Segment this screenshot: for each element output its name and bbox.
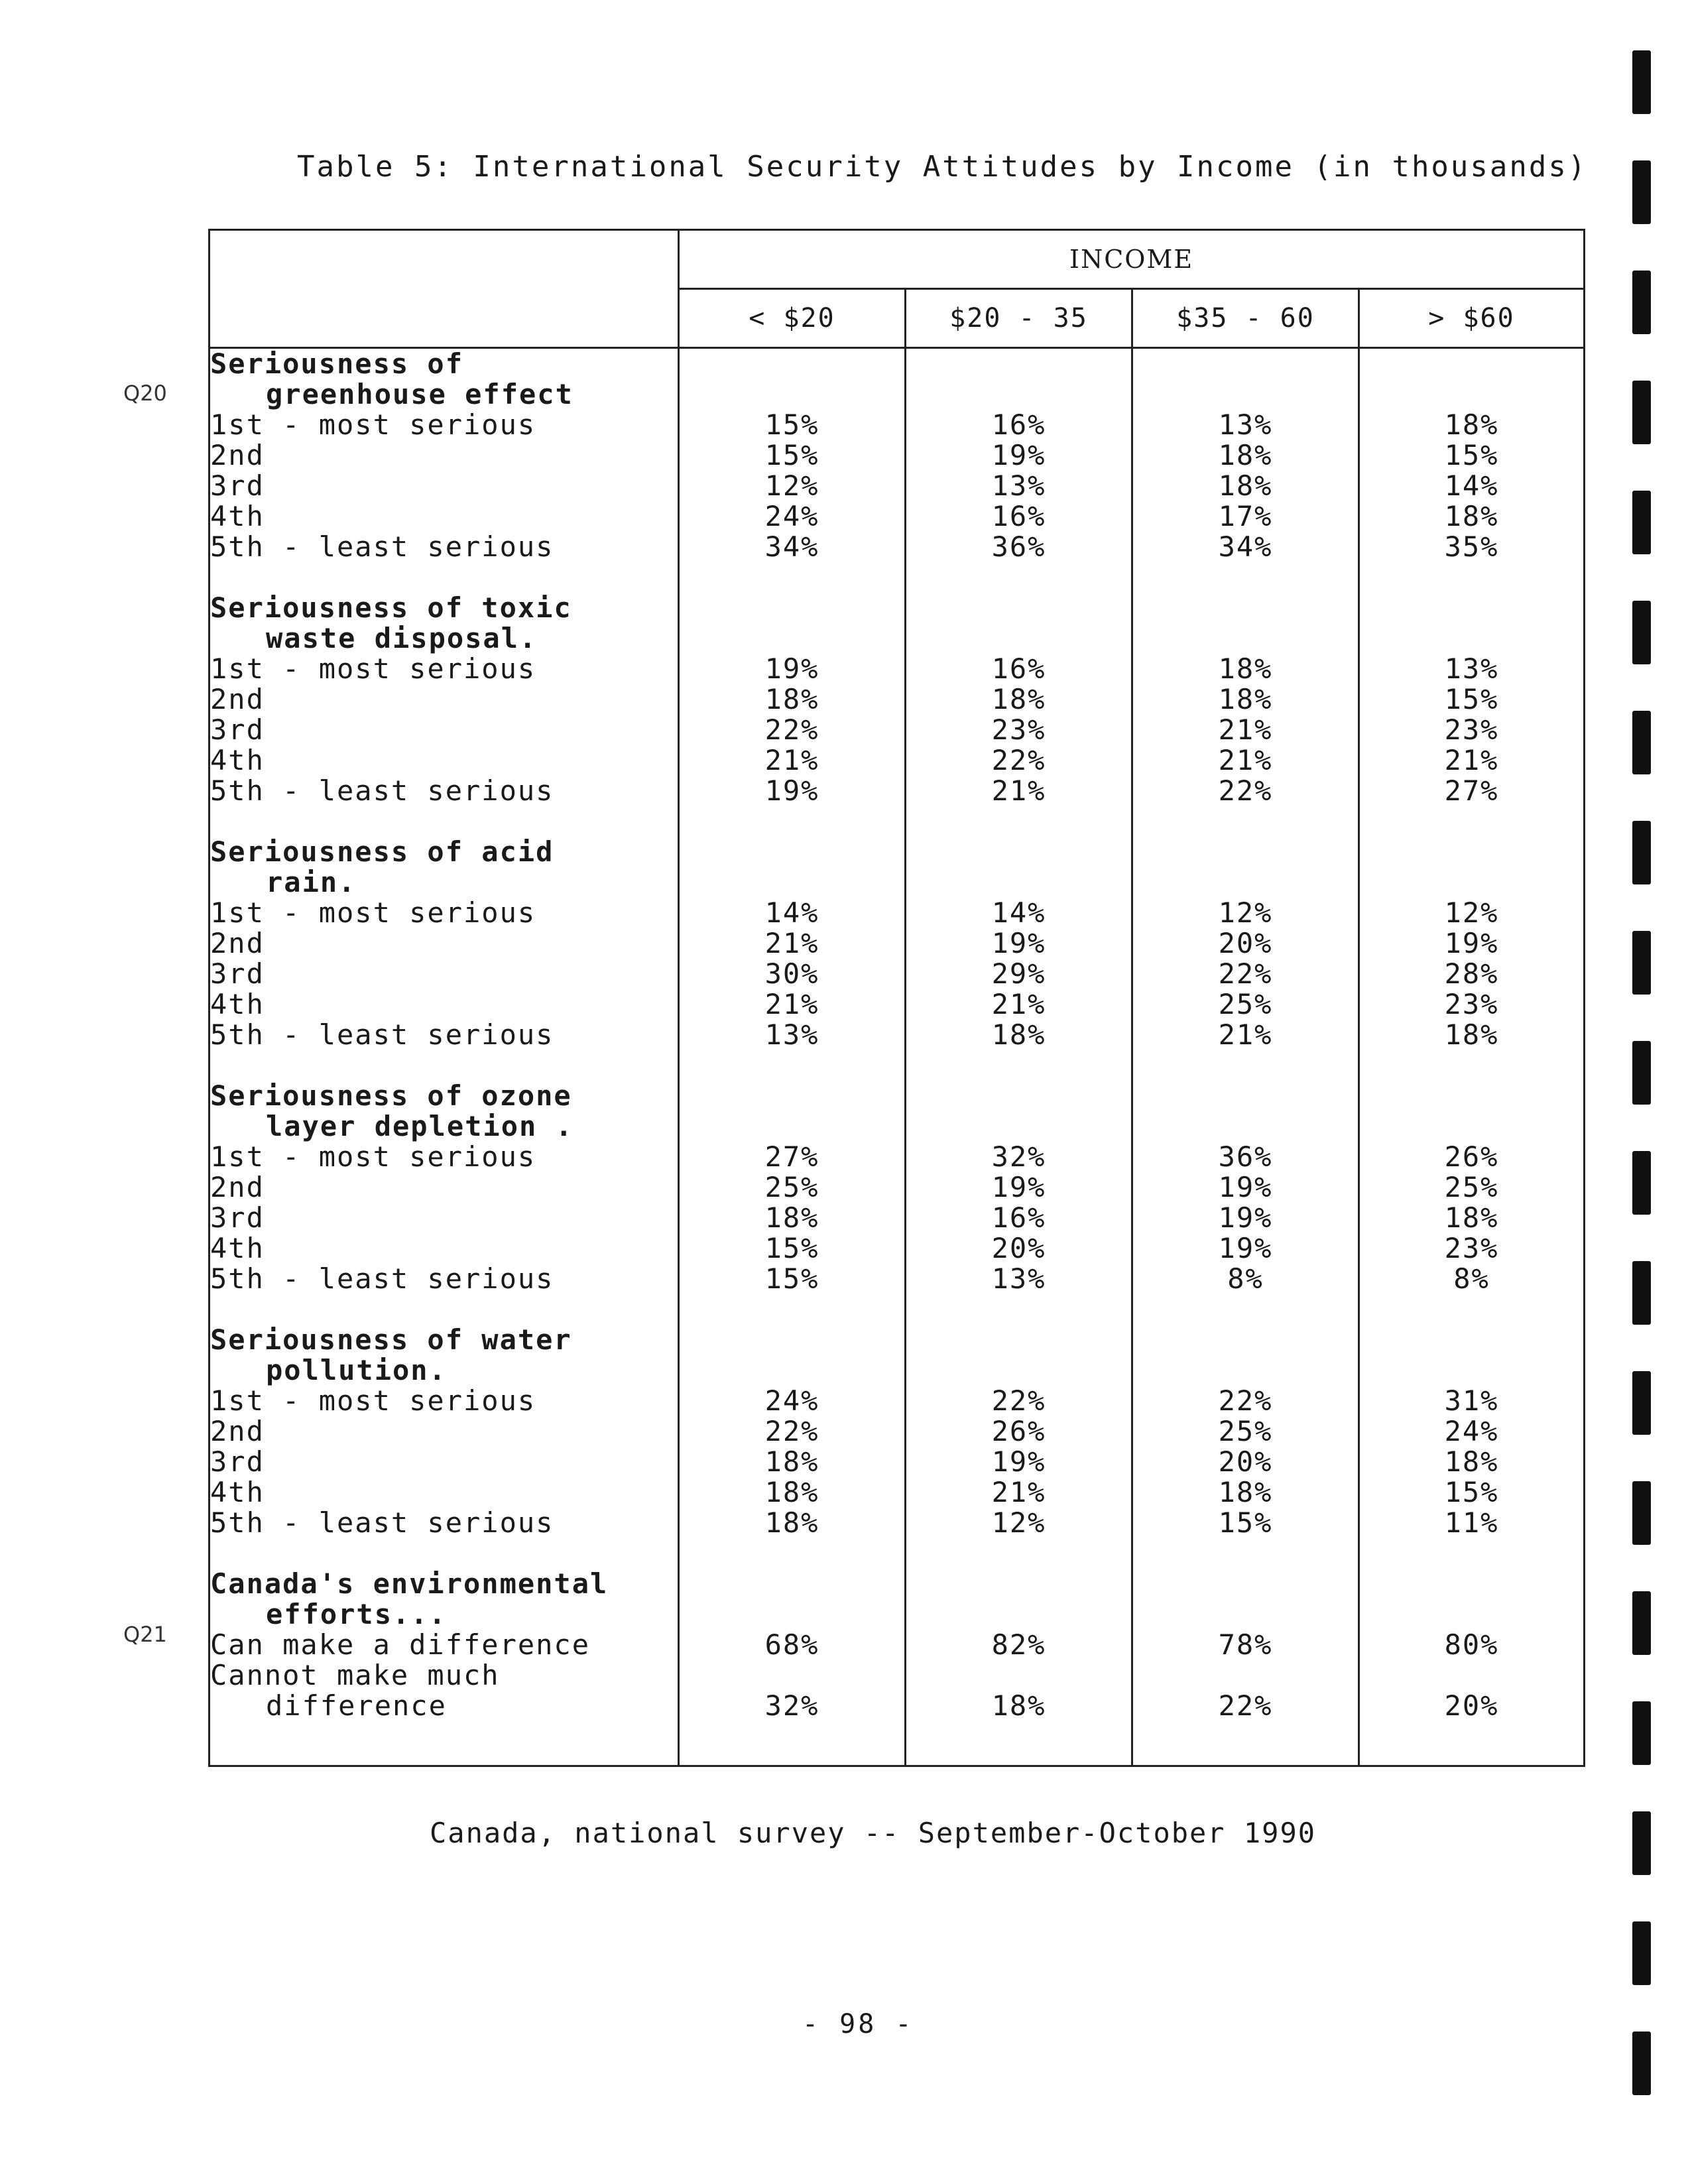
table-cell-value: 8% [1453, 1262, 1490, 1295]
table-cell-value: 18% [1218, 683, 1273, 715]
heading-spacer [1360, 837, 1583, 867]
section-spacer [680, 806, 904, 837]
table-cell-value: 21% [1218, 1018, 1273, 1051]
row-label: difference [266, 1689, 447, 1722]
table-cell-value: 23% [1444, 713, 1499, 746]
row-spacer [680, 1660, 904, 1691]
table-cell-value: 18% [1218, 652, 1273, 685]
heading-spacer [680, 379, 904, 410]
table-cell-value: 27% [1444, 774, 1499, 807]
table-cell-value: 13% [1444, 652, 1499, 685]
column-header: < $20 [679, 289, 906, 348]
section-spacer [1360, 1050, 1583, 1081]
table-cell-value: 30% [764, 957, 819, 990]
binder-hole [1632, 2032, 1651, 2095]
binder-hole [1632, 381, 1651, 444]
row-label: 2nd [210, 683, 265, 715]
table-cell-value: 15% [1444, 1476, 1499, 1508]
table-cell-value: 18% [1444, 1445, 1499, 1478]
binder-hole [1632, 1591, 1651, 1655]
table-cell-value: 14% [1444, 469, 1499, 502]
table-cell-value: 13% [991, 469, 1046, 502]
row-label: 1st - most serious [210, 896, 536, 929]
table-cell-value: 26% [1444, 1140, 1499, 1173]
section-spacer [1133, 806, 1358, 837]
table-cell-value: 19% [1218, 1232, 1273, 1264]
row-label: Can make a difference [210, 1628, 591, 1661]
table-cell-value: 68% [764, 1628, 819, 1661]
heading-spacer [1133, 1081, 1358, 1111]
income-column-20-35 [906, 348, 1132, 1766]
table-cell-value: 12% [991, 1506, 1046, 1539]
table-cell-value: 21% [764, 927, 819, 959]
row-label: 1st - most serious [210, 652, 536, 685]
table-cell-value: 35% [1444, 530, 1499, 563]
section-spacer [1133, 562, 1358, 593]
income-column-over-60 [1359, 348, 1585, 1766]
heading-spacer [1133, 1111, 1358, 1142]
binder-hole [1632, 271, 1651, 334]
table-cell-value: 78% [1218, 1628, 1273, 1661]
heading-spacer [906, 1111, 1131, 1142]
table-cell-value: 22% [1218, 774, 1273, 807]
table-cell-value: 21% [1218, 744, 1273, 776]
table-cell-value: 8% [1227, 1262, 1264, 1295]
table-cell-value: 19% [991, 927, 1046, 959]
heading-spacer [1360, 1081, 1583, 1111]
heading-spacer [1133, 1599, 1358, 1630]
section-heading: Seriousness of [210, 347, 464, 380]
row-label: 5th - least serious [210, 774, 554, 807]
table-cell-value: 15% [764, 439, 819, 471]
heading-spacer [680, 1081, 904, 1111]
question-label-q21: Q21 [123, 1622, 167, 1647]
section-heading: efforts... [266, 1598, 447, 1630]
empty-corner-cell [210, 230, 679, 348]
heading-spacer [906, 593, 1131, 623]
heading-spacer [1360, 1111, 1583, 1142]
table-cell-value: 12% [764, 469, 819, 502]
table-cell-value: 18% [764, 1506, 819, 1539]
heading-spacer [906, 1081, 1131, 1111]
section-spacer [906, 1050, 1131, 1081]
table-cell-value: 19% [991, 1445, 1046, 1478]
table-cell-value: 34% [764, 530, 819, 563]
heading-spacer [680, 1569, 904, 1599]
heading-spacer [906, 1355, 1131, 1386]
table-cell-value: 80% [1444, 1628, 1499, 1661]
heading-spacer [906, 623, 1131, 654]
table-cell-value: 18% [764, 683, 819, 715]
row-label: 1st - most serious [210, 408, 536, 441]
heading-spacer [680, 1325, 904, 1355]
table-cell-value: 22% [991, 1384, 1046, 1417]
section-spacer [1360, 806, 1583, 837]
heading-spacer [680, 593, 904, 623]
heading-spacer [1133, 1325, 1358, 1355]
table-cell-value: 19% [991, 439, 1046, 471]
heading-spacer [680, 349, 904, 379]
binder-holes [1632, 0, 1652, 2184]
table-cell-value: 15% [1444, 683, 1499, 715]
binder-hole [1632, 1151, 1651, 1215]
table-cell-value: 18% [991, 683, 1046, 715]
table-cell-value: 21% [991, 774, 1046, 807]
table-cell-value: 24% [1444, 1415, 1499, 1447]
heading-spacer [1360, 379, 1583, 410]
table-cell-value: 31% [1444, 1384, 1499, 1417]
table-cell-value: 20% [1218, 1445, 1273, 1478]
table-cell-value: 18% [1444, 1201, 1499, 1234]
table-cell-value: 36% [991, 530, 1046, 563]
section-spacer [1133, 1538, 1358, 1569]
section-spacer [210, 562, 678, 593]
binder-hole [1632, 601, 1651, 664]
row-label: 4th [210, 744, 265, 776]
table-cell-value: 18% [1444, 500, 1499, 532]
section-spacer [1133, 1050, 1358, 1081]
table-cell-value: 25% [1218, 1415, 1273, 1447]
heading-spacer [906, 1599, 1131, 1630]
table-cell-value: 18% [991, 1689, 1046, 1722]
binder-hole [1632, 1921, 1651, 1985]
table-cell-value: 23% [1444, 1232, 1499, 1264]
table-cell-value: 22% [991, 744, 1046, 776]
row-label: 4th [210, 1476, 265, 1508]
row-label: 3rd [210, 1201, 265, 1234]
binder-hole [1632, 160, 1651, 224]
row-spacer [1133, 1660, 1358, 1691]
heading-spacer [680, 867, 904, 898]
binder-hole [1632, 1811, 1651, 1875]
heading-spacer [680, 1599, 904, 1630]
section-spacer [680, 1294, 904, 1325]
binder-hole [1632, 50, 1651, 114]
row-label: 2nd [210, 927, 265, 959]
section-heading: Seriousness of acid [210, 835, 554, 868]
section-heading: layer depletion . [266, 1110, 573, 1142]
heading-spacer [906, 379, 1131, 410]
table-cell-value: 24% [764, 1384, 819, 1417]
section-spacer [1360, 562, 1583, 593]
section-spacer [680, 1050, 904, 1081]
row-spacer [1360, 1660, 1583, 1691]
section-spacer [1133, 1294, 1358, 1325]
table-cell-value: 11% [1444, 1506, 1499, 1539]
heading-spacer [906, 1569, 1131, 1599]
row-label: 4th [210, 1232, 265, 1264]
table-cell-value: 20% [1218, 927, 1273, 959]
table-cell-value: 21% [991, 1476, 1046, 1508]
section-spacer [906, 1294, 1131, 1325]
heading-spacer [1133, 837, 1358, 867]
heading-spacer [680, 623, 904, 654]
binder-hole [1632, 1261, 1651, 1325]
table-cell-value: 22% [1218, 1384, 1273, 1417]
table-cell-value: 15% [764, 1232, 819, 1264]
row-label: 3rd [210, 1445, 265, 1478]
table-cell-value: 15% [764, 408, 819, 441]
table-cell-value: 21% [1218, 713, 1273, 746]
row-label: 3rd [210, 957, 265, 990]
heading-spacer [1133, 1569, 1358, 1599]
table-cell-value: 22% [1218, 1689, 1273, 1722]
table-cell-value: 12% [1444, 896, 1499, 929]
heading-spacer [906, 1325, 1131, 1355]
table-cell-value: 16% [991, 408, 1046, 441]
section-spacer [906, 562, 1131, 593]
table-cell-value: 19% [1218, 1201, 1273, 1234]
row-label: Cannot make much [210, 1659, 500, 1691]
table-cell-value: 28% [1444, 957, 1499, 990]
section-spacer [1360, 1294, 1583, 1325]
binder-hole [1632, 491, 1651, 554]
table-title: Table 5: International Security Attitudes by Income (in thousands) [297, 150, 1588, 184]
column-header: > $60 [1359, 289, 1585, 348]
column-header: $35 - 60 [1132, 289, 1359, 348]
table-cell-value: 19% [764, 774, 819, 807]
table-cell-value: 34% [1218, 530, 1273, 563]
table-cell-value: 21% [764, 988, 819, 1020]
table-cell-value: 18% [1218, 1476, 1273, 1508]
section-spacer [1360, 1538, 1583, 1569]
table-cell-value: 21% [1444, 744, 1499, 776]
table-cell-value: 18% [764, 1445, 819, 1478]
row-label: 5th - least serious [210, 1018, 554, 1051]
row-label: 2nd [210, 1415, 265, 1447]
table-cell-value: 18% [764, 1201, 819, 1234]
table-cell-value: 16% [991, 652, 1046, 685]
table-cell-value: 13% [1218, 408, 1273, 441]
table-cell-value: 25% [1218, 988, 1273, 1020]
heading-spacer [1360, 1325, 1583, 1355]
binder-hole [1632, 931, 1651, 995]
section-spacer [210, 1294, 678, 1325]
table-cell-value: 24% [764, 500, 819, 532]
table-cell-value: 32% [764, 1689, 819, 1722]
table-cell-value: 18% [764, 1476, 819, 1508]
table-cell-value: 15% [1218, 1506, 1273, 1539]
table-cell-value: 16% [991, 500, 1046, 532]
table-cell-value: 26% [991, 1415, 1046, 1447]
table-cell-value: 22% [764, 713, 819, 746]
heading-spacer [1360, 623, 1583, 654]
row-label: 1st - most serious [210, 1384, 536, 1417]
table-cell-value: 12% [1218, 896, 1273, 929]
table-cell-value: 14% [764, 896, 819, 929]
table-cell-value: 25% [1444, 1171, 1499, 1203]
page-number: - 98 - [802, 2009, 914, 2039]
table-cell-value: 82% [991, 1628, 1046, 1661]
table-cell-value: 19% [1444, 927, 1499, 959]
binder-hole [1632, 821, 1651, 884]
question-label-q20: Q20 [123, 381, 167, 406]
heading-spacer [1133, 1355, 1358, 1386]
table-cell-value: 20% [991, 1232, 1046, 1264]
row-label: 5th - least serious [210, 1262, 554, 1295]
row-label: 4th [210, 988, 265, 1020]
table-cell-value: 22% [1218, 957, 1273, 990]
table-cell-value: 29% [991, 957, 1046, 990]
binder-hole [1632, 1701, 1651, 1765]
table-cell-value: 21% [991, 988, 1046, 1020]
table-cell-value: 15% [764, 1262, 819, 1295]
row-label: 4th [210, 500, 265, 532]
heading-spacer [680, 837, 904, 867]
row-label: 2nd [210, 439, 265, 471]
table-cell-value: 18% [991, 1018, 1046, 1051]
binder-hole [1632, 1371, 1651, 1435]
binder-hole [1632, 1041, 1651, 1105]
table-cell-value: 25% [764, 1171, 819, 1203]
table-cell-value: 21% [764, 744, 819, 776]
binder-hole [1632, 1481, 1651, 1545]
table-cell-value: 23% [1444, 988, 1499, 1020]
table-cell-value: 27% [764, 1140, 819, 1173]
table-cell-value: 32% [991, 1140, 1046, 1173]
row-label: 3rd [210, 469, 265, 502]
column-header: $20 - 35 [906, 289, 1132, 348]
section-spacer [680, 1538, 904, 1569]
heading-spacer [1133, 379, 1358, 410]
row-label: 5th - least serious [210, 1506, 554, 1539]
row-label: 1st - most serious [210, 1140, 536, 1173]
table-cell-value: 16% [991, 1201, 1046, 1234]
section-heading: greenhouse effect [266, 378, 573, 410]
section-spacer [210, 806, 678, 837]
income-column-35-60 [1132, 348, 1359, 1766]
survey-footnote: Canada, national survey -- September-October 1990 [430, 1817, 1317, 1849]
table-cell-value: 18% [1218, 439, 1273, 471]
table-cell-value: 20% [1444, 1689, 1499, 1722]
heading-spacer [1133, 867, 1358, 898]
table-cell-value: 19% [764, 652, 819, 685]
heading-spacer [680, 1355, 904, 1386]
heading-spacer [906, 867, 1131, 898]
income-group-header: INCOME [679, 230, 1585, 289]
section-heading: Canada's environmental [210, 1567, 609, 1600]
income-table [208, 229, 1585, 1767]
table-cell-value: 18% [1444, 1018, 1499, 1051]
table-cell-value: 14% [991, 896, 1046, 929]
heading-spacer [1133, 593, 1358, 623]
heading-spacer [1360, 1569, 1583, 1599]
table-cell-value: 13% [764, 1018, 819, 1051]
table-cell-value: 18% [1444, 408, 1499, 441]
heading-spacer [1360, 1355, 1583, 1386]
section-spacer [210, 1050, 678, 1081]
section-heading: Seriousness of ozone [210, 1079, 572, 1112]
section-spacer [906, 1538, 1131, 1569]
table-cell-value: 23% [991, 713, 1046, 746]
row-label: 3rd [210, 713, 265, 746]
table-cell-value: 19% [991, 1171, 1046, 1203]
section-heading: waste disposal. [266, 622, 538, 654]
row-label: 2nd [210, 1171, 265, 1203]
section-spacer [906, 806, 1131, 837]
table-cell-value: 15% [1444, 439, 1499, 471]
heading-spacer [1360, 349, 1583, 379]
heading-spacer [1360, 867, 1583, 898]
heading-spacer [1133, 349, 1358, 379]
heading-spacer [906, 837, 1131, 867]
section-spacer [680, 562, 904, 593]
table-cell-value: 13% [991, 1262, 1046, 1295]
table-cell-value: 18% [1218, 469, 1273, 502]
table-cell-value: 17% [1218, 500, 1273, 532]
section-heading: pollution. [266, 1354, 447, 1386]
row-labels-column [210, 348, 679, 1766]
income-column-under-20 [679, 348, 906, 1766]
table-cell-value: 19% [1218, 1171, 1273, 1203]
section-heading: Seriousness of toxic [210, 591, 572, 624]
binder-hole [1632, 711, 1651, 774]
section-heading: rain. [266, 866, 357, 898]
row-label: 5th - least serious [210, 530, 554, 563]
heading-spacer [680, 1111, 904, 1142]
table-cell-value: 22% [764, 1415, 819, 1447]
heading-spacer [906, 349, 1131, 379]
heading-spacer [1133, 623, 1358, 654]
row-spacer [906, 1660, 1131, 1691]
table-cell-value: 36% [1218, 1140, 1273, 1173]
section-heading: Seriousness of water [210, 1323, 572, 1356]
heading-spacer [1360, 593, 1583, 623]
section-spacer [210, 1538, 678, 1569]
heading-spacer [1360, 1599, 1583, 1630]
